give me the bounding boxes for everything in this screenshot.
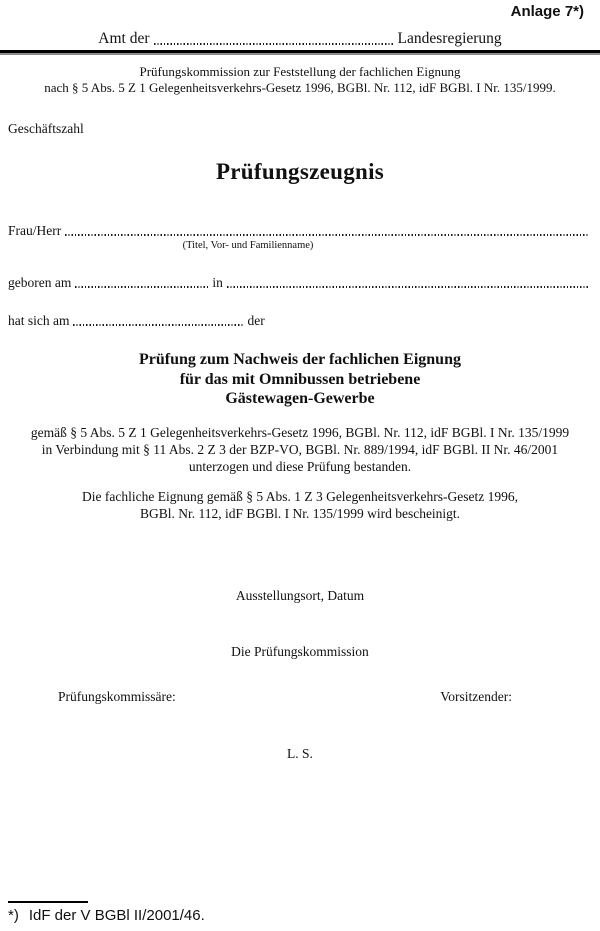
file-number-label: Geschäftszahl — [8, 121, 84, 136]
office-suffix: Landesregierung — [397, 30, 502, 47]
issue-place-date-label: Ausstellungsort, Datum — [235, 587, 365, 603]
office-line — [8, 30, 592, 48]
exam-heading — [8, 350, 592, 409]
footnote-divider-rule — [8, 901, 88, 903]
birth-place-fill-in-leader — [227, 286, 588, 288]
footnote-marker: *) — [8, 907, 19, 924]
office-fill-in-leader — [154, 43, 394, 45]
registered-label: hat sich am — [8, 313, 70, 328]
name-fill-in-leader — [65, 234, 588, 236]
name-line — [8, 222, 592, 239]
office-prefix: Amt der — [98, 30, 150, 47]
birth-line — [8, 274, 592, 291]
annex-label: Anlage 7*) — [510, 3, 584, 20]
birth-date-fill-in-leader — [75, 286, 208, 288]
registered-suffix: der — [247, 313, 265, 328]
header-divider-rule — [0, 50, 600, 53]
legal-paragraph-line3: unterzogen und diese Prüfung bestanden. — [188, 458, 412, 474]
registration-line — [8, 312, 592, 329]
legal-paragraph-line2: in Verbindung mit § 11 Abs. 2 Z 3 der BZP-VO, BGBl. Nr. 889/1994, idF BGBl. II Nr. 46/2001 — [41, 441, 559, 457]
certification-line2: BGBl. Nr. 112, idF BGBl. I Nr. 135/1999 wird bescheinigt. — [139, 505, 461, 521]
document-title: Prüfungszeugnis — [215, 159, 385, 184]
chairman-label: Vorsitzender: — [440, 688, 512, 704]
commission-title: Die Prüfungskommission — [231, 643, 369, 659]
name-caption: (Titel, Vor- und Familienname) — [182, 240, 314, 251]
commission-intro-line2: nach § 5 Abs. 5 Z 1 Gelegenheitsverkehrs-Gesetz 1996, BGBl. Nr. 112, idF BGBl. I Nr. 135/1999. — [44, 80, 556, 95]
certification-line1: Die fachliche Eignung gemäß § 5 Abs. 1 Z 3 Gelegenheitsverkehrs-Gesetz 1996, — [82, 488, 518, 504]
legal-paragraph — [8, 424, 592, 475]
born-label: geboren am — [8, 275, 72, 290]
commission-intro — [8, 64, 592, 96]
salutation-label: Frau/Herr — [8, 223, 62, 238]
certification-paragraph — [8, 488, 592, 522]
footnote — [8, 901, 205, 924]
footnote-text: IdF der V BGBl II/2001/46. — [28, 907, 205, 924]
registration-date-fill-in-leader — [73, 324, 243, 326]
legal-paragraph-line1: gemäß § 5 Abs. 5 Z 1 Gelegenheitsverkehrs-Gesetz 1996, BGBl. Nr. 112, idF BGBl. I Nr. 135/1999 — [30, 424, 570, 440]
exam-heading-line1: Prüfung zum Nachweis der fachlichen Eignung — [139, 351, 461, 368]
exam-heading-line3: Gästewagen-Gewerbe — [225, 390, 375, 407]
commission-intro-line1: Prüfungskommission zur Feststellung der fachlichen Eignung — [139, 64, 461, 79]
seal-label: L. S. — [287, 745, 313, 761]
exam-heading-line2: für das mit Omnibussen betriebene — [179, 370, 421, 388]
signature-row — [8, 689, 592, 705]
examiners-label: Prüfungskommissäre: — [58, 688, 176, 704]
born-in-label: in — [212, 275, 223, 290]
